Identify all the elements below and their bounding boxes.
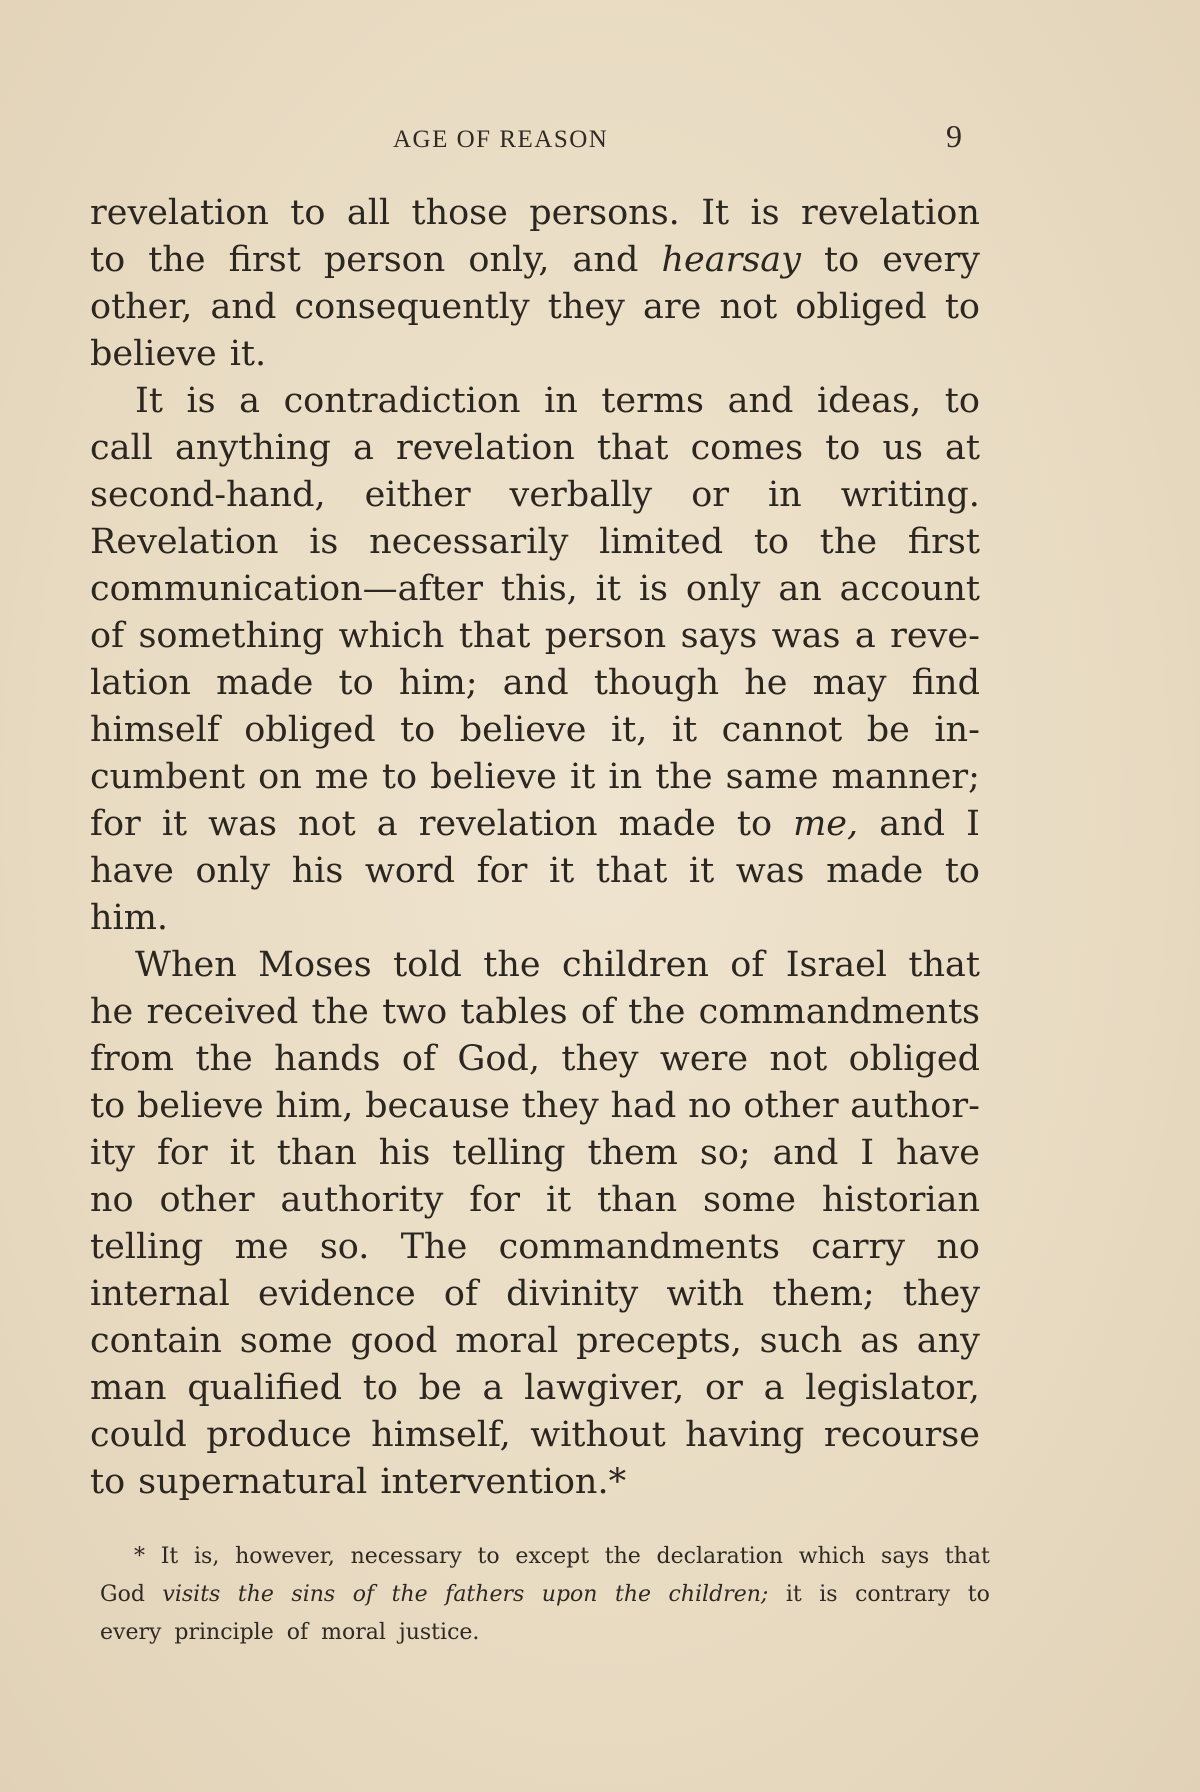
word: other <box>159 1180 255 1220</box>
word: to <box>944 287 980 327</box>
word: are <box>643 287 702 327</box>
word: for <box>156 1133 208 1173</box>
word: and <box>210 287 277 327</box>
word: so; <box>699 1133 751 1173</box>
word: they <box>521 1086 599 1126</box>
word: could <box>90 1415 187 1455</box>
word: they <box>547 287 625 327</box>
word: It <box>135 381 163 421</box>
word: it <box>545 1180 572 1220</box>
word: no <box>936 1227 980 1267</box>
word: believe <box>90 334 217 374</box>
word: only, <box>468 240 550 280</box>
word: two <box>382 992 448 1032</box>
text-line <box>90 989 980 1036</box>
word: God <box>100 1582 145 1607</box>
word: The <box>400 1227 468 1267</box>
word: says <box>680 616 758 656</box>
word: to <box>381 757 418 797</box>
word: or <box>705 1368 743 1408</box>
text-line <box>90 1271 980 1318</box>
word: him, <box>275 1086 354 1126</box>
word: was <box>771 616 841 656</box>
word: principle <box>174 1620 274 1645</box>
word: with <box>666 1274 745 1314</box>
word: revelation <box>418 804 598 844</box>
word: the <box>311 992 369 1032</box>
text-line <box>90 613 980 660</box>
word: the <box>237 1582 274 1607</box>
text-line <box>90 660 980 707</box>
text-line <box>90 942 980 989</box>
word: have <box>90 851 174 891</box>
word: writing. <box>840 475 980 515</box>
word: cannot <box>721 710 843 750</box>
word: person <box>323 240 446 280</box>
word: commandments <box>698 992 980 1032</box>
word: precepts, <box>576 1321 742 1361</box>
word: which <box>338 616 445 656</box>
word: was <box>208 804 277 844</box>
footnote-line <box>100 1576 990 1614</box>
paragraph <box>90 190 980 378</box>
word: without <box>530 1415 666 1455</box>
word: believe <box>459 710 587 750</box>
word: to <box>944 851 980 891</box>
text-line <box>90 425 980 472</box>
word: me, <box>793 804 859 844</box>
text-line <box>90 754 980 801</box>
word: revelation <box>90 193 269 233</box>
word: ity <box>90 1133 136 1173</box>
word: to <box>90 1462 126 1502</box>
word: God, <box>457 1039 540 1079</box>
word: author- <box>850 1086 980 1126</box>
word: every <box>100 1620 162 1645</box>
word: every <box>882 240 980 280</box>
word: lation <box>90 663 191 703</box>
word: the <box>148 240 206 280</box>
word: me <box>234 1227 289 1267</box>
word: believe <box>430 757 557 797</box>
word: hands <box>274 1039 381 1079</box>
word: had <box>610 1086 677 1126</box>
word: It <box>160 1544 179 1569</box>
footnote-line <box>100 1614 990 1652</box>
word: telling <box>452 1133 566 1173</box>
word: is <box>309 522 339 562</box>
word: comes <box>690 428 804 468</box>
footnote-line <box>100 1538 990 1576</box>
word: not <box>719 287 778 327</box>
word: of <box>580 992 615 1032</box>
running-title: AGE OF REASON <box>393 126 609 153</box>
word: to <box>90 240 126 280</box>
word: reve- <box>890 616 980 656</box>
word: at <box>945 428 980 468</box>
text-line <box>90 895 980 942</box>
word: that <box>595 851 668 891</box>
word: qualified <box>187 1368 343 1408</box>
word: and <box>879 804 946 844</box>
word: in- <box>934 710 980 750</box>
word: he <box>90 992 134 1032</box>
word: of <box>286 1620 309 1645</box>
word: word <box>364 851 456 891</box>
word: an <box>778 569 822 609</box>
word: declaration <box>656 1544 784 1569</box>
word: cumbent <box>90 757 246 797</box>
word: to <box>338 663 374 703</box>
word: his <box>291 851 344 891</box>
word: a <box>482 1368 504 1408</box>
word: recourse <box>823 1415 980 1455</box>
word: me <box>314 757 369 797</box>
word: Israel <box>785 945 887 985</box>
word: some <box>703 1180 796 1220</box>
text-line <box>90 1036 980 1083</box>
text-line <box>90 1177 980 1224</box>
word: only <box>195 851 271 891</box>
word: be <box>866 710 910 750</box>
word: the <box>604 1544 641 1569</box>
text-line <box>90 801 980 848</box>
word: to <box>944 381 980 421</box>
word: to <box>825 428 861 468</box>
word: a <box>239 381 261 421</box>
word: evidence <box>258 1274 416 1314</box>
word: lawgiver, <box>524 1368 685 1408</box>
word: is <box>750 193 780 233</box>
word: historian <box>821 1180 980 1220</box>
word: authority <box>280 1180 444 1220</box>
word: was <box>735 851 805 891</box>
word: the <box>195 1039 253 1079</box>
word: to <box>90 1086 126 1126</box>
word: himself <box>90 710 220 750</box>
word: call <box>90 428 153 468</box>
word: for <box>476 851 528 891</box>
word: for <box>90 804 141 844</box>
word: something <box>138 616 325 656</box>
page-number: 9 <box>946 118 962 154</box>
word: be <box>418 1368 462 1408</box>
word: sins <box>291 1582 336 1607</box>
word: revelation <box>801 193 980 233</box>
word: to <box>967 1582 990 1607</box>
paragraph <box>90 942 980 1506</box>
word: of <box>401 1039 436 1079</box>
word: Revelation <box>90 522 279 562</box>
word: necessary <box>350 1544 462 1569</box>
word: to <box>362 1368 398 1408</box>
word: all <box>346 193 391 233</box>
word: manner; <box>831 757 980 797</box>
word: to <box>753 522 789 562</box>
word: legislator, <box>805 1368 980 1408</box>
word: is, <box>194 1544 220 1569</box>
word: it <box>688 851 715 891</box>
word: only <box>685 569 761 609</box>
word: anything <box>174 428 331 468</box>
word: I <box>860 1133 875 1173</box>
word: telling <box>90 1227 204 1267</box>
word: it <box>785 1582 802 1607</box>
word: received <box>146 992 299 1032</box>
word: Moses <box>258 945 372 985</box>
word: or <box>691 475 729 515</box>
word: told <box>393 945 462 985</box>
word: in <box>608 757 643 797</box>
word: justice. <box>398 1620 480 1645</box>
word: produce <box>206 1415 352 1455</box>
word: intervention.* <box>380 1462 627 1502</box>
word: children <box>561 945 709 985</box>
word: in <box>544 381 578 421</box>
word: which <box>798 1544 866 1569</box>
text-line <box>90 707 980 754</box>
word: verbally <box>509 475 653 515</box>
word: and <box>772 1133 839 1173</box>
word: contradiction <box>283 381 521 421</box>
word: except <box>515 1544 590 1569</box>
word: either <box>364 475 471 515</box>
word: such <box>759 1321 843 1361</box>
text-line <box>90 1083 980 1130</box>
word: other <box>743 1086 839 1126</box>
word: than <box>597 1180 678 1220</box>
word: contain <box>90 1321 222 1361</box>
word: of <box>730 945 765 985</box>
word: it <box>671 710 698 750</box>
word: them <box>587 1133 678 1173</box>
word: have <box>896 1133 980 1173</box>
text-line <box>90 1224 980 1271</box>
word: may <box>812 663 887 703</box>
word: that <box>908 945 980 985</box>
word: they <box>902 1274 980 1314</box>
word: says <box>881 1544 930 1569</box>
word: because <box>365 1086 510 1126</box>
word: the <box>655 757 713 797</box>
text-line <box>90 1365 980 1412</box>
word: upon <box>541 1582 598 1607</box>
word: believe <box>136 1086 264 1126</box>
word: in <box>767 475 802 515</box>
word: obliged <box>795 287 927 327</box>
word: to <box>290 193 326 233</box>
word: made <box>826 851 924 891</box>
word: account <box>839 569 980 609</box>
word: some <box>239 1321 333 1361</box>
word: not <box>769 1039 828 1079</box>
word: of <box>352 1582 375 1607</box>
word: the <box>391 1582 428 1607</box>
word: himself, <box>371 1415 511 1455</box>
word: made <box>618 804 716 844</box>
word: the <box>483 945 541 985</box>
word: carry <box>811 1227 905 1267</box>
word: find <box>911 663 980 703</box>
paragraph <box>90 378 980 942</box>
word: I <box>966 804 980 844</box>
word: same <box>725 757 819 797</box>
word: tables <box>460 992 568 1032</box>
word: no <box>688 1086 732 1126</box>
word: however, <box>235 1544 335 1569</box>
word: visits <box>162 1582 221 1607</box>
word: When <box>135 945 237 985</box>
word: and <box>572 240 639 280</box>
word: any <box>916 1321 980 1361</box>
word: revelation <box>395 428 575 468</box>
word: first <box>228 240 301 280</box>
word: and <box>727 381 794 421</box>
text-line <box>90 848 980 895</box>
text-line <box>90 472 980 519</box>
word: to <box>736 804 773 844</box>
word: it <box>595 569 621 609</box>
word: it, <box>610 710 648 750</box>
word: his <box>378 1133 431 1173</box>
word: communication—after <box>90 569 483 609</box>
word: to <box>824 240 860 280</box>
word: contrary <box>855 1582 951 1607</box>
text-line <box>90 519 980 566</box>
word: of <box>90 616 125 656</box>
word: hearsay <box>661 240 801 280</box>
word: for <box>469 1180 521 1220</box>
word: ideas, <box>816 381 922 421</box>
text-line <box>90 190 980 237</box>
word: second-hand, <box>90 475 326 515</box>
word: moral <box>455 1321 559 1361</box>
text-line <box>90 378 980 425</box>
footnote <box>100 1538 990 1652</box>
word: from <box>90 1039 174 1079</box>
word: supernatural <box>138 1462 368 1502</box>
word: obliged <box>244 710 376 750</box>
word: good <box>350 1321 438 1361</box>
word: made <box>216 663 314 703</box>
word: other, <box>90 287 193 327</box>
word: so. <box>319 1227 370 1267</box>
word: * <box>134 1544 145 1569</box>
word: a <box>376 804 398 844</box>
text-line <box>90 284 980 331</box>
word: on <box>258 757 302 797</box>
word: terms <box>601 381 705 421</box>
word: to <box>400 710 436 750</box>
word: us <box>882 428 923 468</box>
word: it <box>161 804 188 844</box>
word: is <box>186 381 216 421</box>
word: having <box>685 1415 805 1455</box>
word: is <box>638 569 668 609</box>
word: this, <box>500 569 578 609</box>
text-line <box>90 237 980 284</box>
word: no <box>90 1180 134 1220</box>
word: those <box>411 193 508 233</box>
word: obliged <box>848 1039 980 1079</box>
word: man <box>90 1368 167 1408</box>
text-line <box>90 331 980 378</box>
word: consequently <box>294 287 530 327</box>
word: them; <box>772 1274 875 1314</box>
word: than <box>276 1133 357 1173</box>
word: him. <box>90 898 169 938</box>
word: they <box>561 1039 639 1079</box>
body-text <box>90 190 980 1506</box>
word: him; <box>398 663 478 703</box>
word: the <box>819 522 878 562</box>
word: of <box>443 1274 478 1314</box>
word: the <box>628 992 686 1032</box>
word: person <box>544 616 667 656</box>
word: it <box>570 757 596 797</box>
text-line <box>90 1318 980 1365</box>
word: that <box>458 616 531 656</box>
word: fathers <box>445 1582 525 1607</box>
word: a <box>763 1368 785 1408</box>
word: children; <box>668 1582 769 1607</box>
word: it. <box>229 334 267 374</box>
word: is <box>819 1582 838 1607</box>
word: moral <box>321 1620 386 1645</box>
word: commandments <box>498 1227 780 1267</box>
word: and <box>502 663 569 703</box>
word: divinity <box>506 1274 639 1314</box>
word: that <box>944 1544 990 1569</box>
word: though <box>593 663 719 703</box>
word: it <box>548 851 575 891</box>
text-line <box>90 1459 980 1506</box>
word: internal <box>90 1274 230 1314</box>
word: to <box>477 1544 500 1569</box>
word: It <box>701 193 730 233</box>
word: not <box>298 804 356 844</box>
word: he <box>744 663 788 703</box>
word: that <box>596 428 669 468</box>
word: as <box>860 1321 899 1361</box>
word: the <box>614 1582 652 1607</box>
text-line <box>90 1130 980 1177</box>
word: a <box>854 616 876 656</box>
word: a <box>352 428 374 468</box>
word: it <box>229 1133 255 1173</box>
text-line <box>90 566 980 613</box>
word: first <box>907 522 980 562</box>
word: were <box>659 1039 749 1079</box>
word: persons. <box>529 193 680 233</box>
text-line <box>90 1412 980 1459</box>
word: limited <box>599 522 724 562</box>
word: necessarily <box>369 522 569 562</box>
